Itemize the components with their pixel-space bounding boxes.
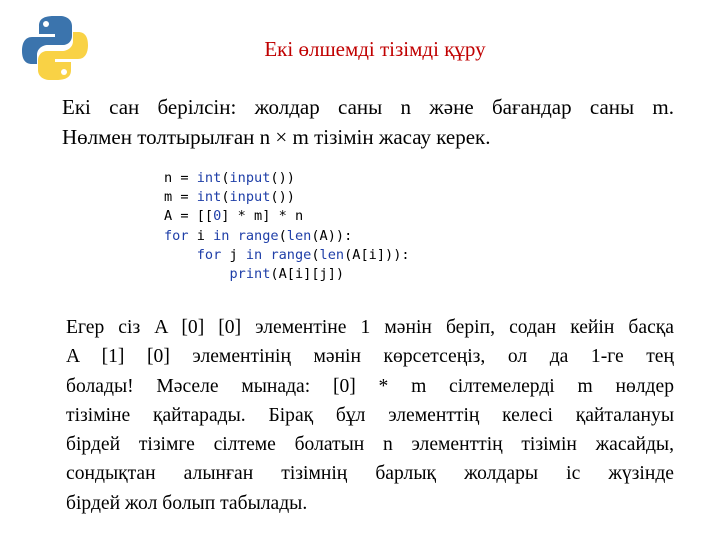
- code-token: A = [[: [164, 208, 214, 225]
- code-token: len: [286, 227, 312, 244]
- code-token: (A[i][j]): [270, 266, 345, 283]
- code-token: (: [221, 170, 230, 186]
- code-token: ()): [270, 170, 295, 186]
- code-line: [164, 246, 410, 265]
- intro-paragraph: [62, 92, 674, 152]
- code-line: [164, 265, 410, 284]
- code-token: [164, 266, 229, 282]
- code-token: in: [245, 246, 263, 263]
- python-logo-eye-bottom: [61, 69, 67, 75]
- code-line: [164, 227, 410, 246]
- code-token: ] * m] * n: [221, 208, 304, 225]
- explanation-line: болады! Мәселе мынада: [0] * m сілтемелерді m нөлдер: [66, 375, 674, 397]
- code-token: input: [229, 189, 271, 206]
- code-line: [164, 188, 410, 207]
- explanation-paragraph: [66, 313, 674, 518]
- code-line: [164, 169, 410, 188]
- code-token: (: [278, 227, 287, 244]
- code-token: range: [237, 227, 279, 244]
- code-token: input: [229, 170, 271, 186]
- code-token: (A)):: [311, 227, 353, 244]
- code-token: int: [196, 189, 222, 206]
- explanation-line: Егер сіз A [0] [0] элементіне 1 мәнін беріп, содан кейін басқа: [66, 317, 674, 338]
- code-line: [164, 207, 410, 226]
- python-logo-icon: [20, 13, 90, 83]
- code-token: [164, 247, 197, 263]
- slide-title: Екі өлшемді тізімді құру: [264, 37, 486, 61]
- code-token: print: [229, 266, 271, 283]
- code-token: range: [270, 246, 312, 263]
- code-token: ()): [270, 189, 295, 206]
- code-token: in: [213, 227, 230, 244]
- python-logo-eye-top: [43, 21, 49, 27]
- code-token: 0: [213, 208, 222, 225]
- intro-line: Нөлмен толтырылған n × m тізімін жасау керек.: [62, 125, 491, 149]
- code-token: for: [196, 246, 222, 263]
- code-token: len: [319, 246, 345, 263]
- code-token: i: [188, 227, 214, 244]
- code-token: m =: [164, 189, 197, 206]
- intro-line: Екі сан берілсін: жолдар саны n және бағандар саны m.: [62, 95, 674, 119]
- explanation-line: бірдей жол болып табылады.: [66, 492, 308, 514]
- explanation-line: сондықтан алынған тізімнің барлық жолдары іс жүзінде: [66, 463, 674, 485]
- code-token: int: [196, 170, 222, 186]
- code-token: [230, 228, 238, 244]
- code-token: (A[i])):: [344, 246, 410, 263]
- explanation-line: бірдей тізімге сілтеме болатын n элементтің тізімін жасайды,: [66, 434, 674, 456]
- explanation-line: A [1] [0] элементінің мәнін көрсетсеңіз, ол да 1-ге тең: [66, 346, 674, 368]
- code-token: (: [221, 189, 230, 206]
- code-block: [164, 169, 410, 284]
- code-token: j: [221, 246, 246, 263]
- code-token: (: [311, 246, 320, 263]
- code-token: n =: [164, 170, 197, 186]
- explanation-line: тізіміне қайтарады. Бірақ бұл элементтің келесі қайталануы: [66, 404, 674, 426]
- code-token: for: [164, 227, 189, 244]
